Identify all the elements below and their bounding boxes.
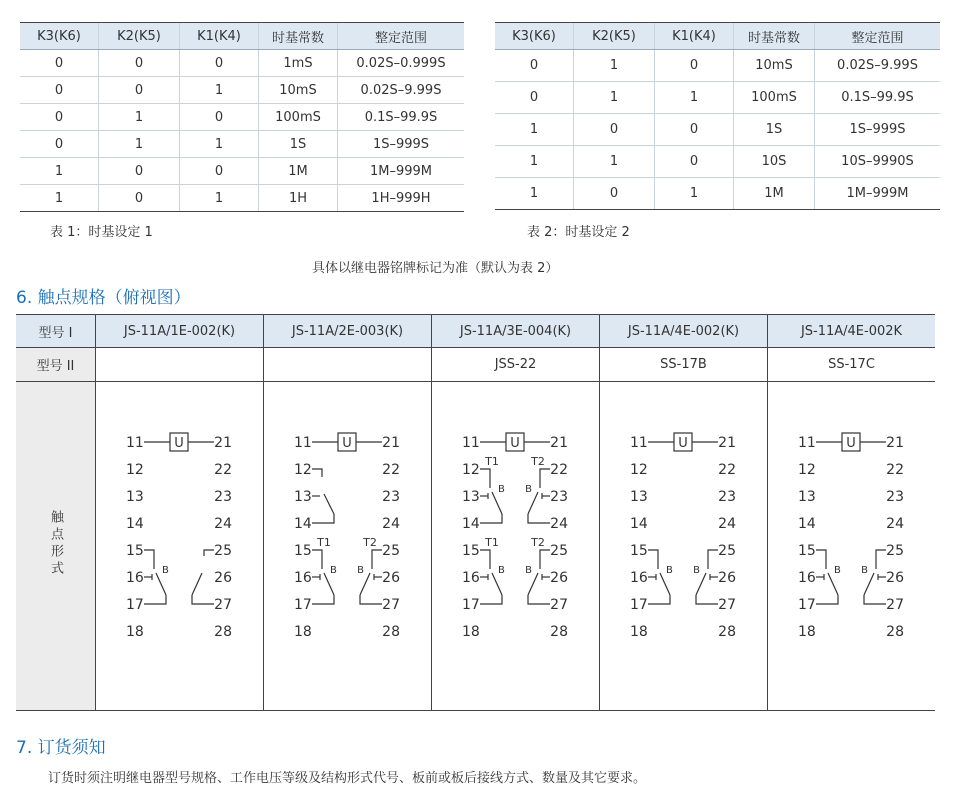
model-2-col-5: SS-17C bbox=[768, 348, 936, 382]
contact-form-row bbox=[16, 382, 935, 711]
pin-label: 15 bbox=[294, 543, 312, 559]
pin-label: 14 bbox=[462, 516, 480, 532]
pin-label: 23 bbox=[214, 489, 232, 505]
table-cell: 1 bbox=[574, 146, 655, 178]
wire bbox=[492, 573, 502, 595]
table-cell: 0.1S–99.9S bbox=[338, 104, 465, 131]
col-k2: K2(K5) bbox=[574, 23, 655, 50]
table-header-row bbox=[495, 23, 940, 50]
pin-label: 28 bbox=[550, 624, 568, 640]
pin-label: 15 bbox=[798, 543, 816, 559]
table-cell: 1 bbox=[574, 82, 655, 114]
pin-label: 12 bbox=[294, 462, 312, 478]
wire bbox=[864, 595, 886, 604]
pin-label: 14 bbox=[294, 516, 312, 532]
table-cell: 1S–999S bbox=[815, 114, 941, 146]
pin-label: 11 bbox=[126, 435, 144, 451]
pin-label: 16 bbox=[126, 570, 144, 586]
table-cell: 1M bbox=[259, 158, 338, 185]
row-label-model-2: 型号 II bbox=[16, 348, 96, 382]
table-cell: 1S bbox=[734, 114, 815, 146]
pin-label: 27 bbox=[886, 597, 904, 613]
pin-label: 27 bbox=[550, 597, 568, 613]
pin-label: 25 bbox=[550, 543, 568, 559]
pin-label: 17 bbox=[126, 597, 144, 613]
table-cell: 0 bbox=[180, 158, 259, 185]
table-1-caption: 表 1：时基设定 1 bbox=[50, 225, 153, 240]
table-cell: 0 bbox=[20, 50, 99, 77]
wire bbox=[360, 595, 382, 604]
pin-label: 12 bbox=[798, 462, 816, 478]
model-2-col-4: SS-17B bbox=[600, 348, 768, 382]
table-cell: 0.1S–99.9S bbox=[815, 82, 941, 114]
pin-label: 16 bbox=[798, 570, 816, 586]
t2-label: T2 bbox=[531, 536, 545, 549]
wire bbox=[540, 550, 550, 569]
pin-label: 22 bbox=[718, 462, 736, 478]
pin-label: 12 bbox=[630, 462, 648, 478]
table-cell: 1mS bbox=[259, 50, 338, 77]
pin-label: 22 bbox=[382, 462, 400, 478]
wire bbox=[696, 573, 706, 595]
table-cell: 0.02S–9.99S bbox=[815, 50, 941, 82]
table-row bbox=[20, 77, 464, 104]
pin-label: 27 bbox=[382, 597, 400, 613]
pin-label: 24 bbox=[718, 516, 736, 532]
pin-label: 13 bbox=[462, 489, 480, 505]
section-7-title: 7. 订货须知 bbox=[16, 738, 106, 758]
pin-label: 25 bbox=[718, 543, 736, 559]
pin-label: 21 bbox=[886, 435, 904, 451]
table-cell: 1 bbox=[20, 185, 99, 212]
table-row bbox=[495, 146, 940, 178]
diagram-cell-2 bbox=[264, 382, 432, 711]
pin-label: 15 bbox=[126, 543, 144, 559]
t2-label: T2 bbox=[531, 455, 545, 468]
table-cell: 1H bbox=[259, 185, 338, 212]
b-label: B bbox=[162, 565, 169, 576]
pin-label: 22 bbox=[550, 462, 568, 478]
pin-label: 18 bbox=[630, 624, 648, 640]
table-cell: 1M–999M bbox=[815, 178, 941, 210]
pin-label: 27 bbox=[214, 597, 232, 613]
table-cell: 1S–999S bbox=[338, 131, 465, 158]
contact-diagram-5 bbox=[768, 382, 935, 706]
table-cell: 1H–999H bbox=[338, 185, 465, 212]
b-label: B bbox=[693, 565, 700, 576]
table-cell: 10mS bbox=[734, 50, 815, 82]
b-label: B bbox=[525, 565, 532, 576]
model-1-row bbox=[16, 315, 935, 348]
diagram-cell-1 bbox=[96, 382, 264, 711]
pin-label: 18 bbox=[462, 624, 480, 640]
coil-label: U bbox=[846, 436, 856, 451]
table-cell: 1S bbox=[259, 131, 338, 158]
wire bbox=[528, 573, 538, 595]
ordering-notes: 订货时须注明继电器型号规格、工作电压等级及结构形式代号、板前或板后接线方式、数量及其它要求。 bbox=[48, 771, 647, 786]
model-2-row bbox=[16, 348, 935, 382]
wire bbox=[528, 514, 550, 523]
section-6-title: 6. 触点规格（俯视图） bbox=[16, 288, 191, 308]
b-label: B bbox=[834, 565, 841, 576]
b-label: B bbox=[666, 565, 673, 576]
wire bbox=[480, 469, 490, 488]
table-cell: 0 bbox=[574, 114, 655, 146]
pin-label: 15 bbox=[462, 543, 480, 559]
table-row bbox=[20, 158, 464, 185]
pin-label: 16 bbox=[462, 570, 480, 586]
table-cell: 10S bbox=[734, 146, 815, 178]
model-1-col-1: JS-11A/1E-002(K) bbox=[96, 315, 264, 348]
table-cell: 1 bbox=[180, 185, 259, 212]
contact-diagram-2 bbox=[264, 382, 431, 706]
model-2-col-1 bbox=[96, 348, 264, 382]
diagram-cell-3 bbox=[432, 382, 600, 711]
table-cell: 1M bbox=[734, 178, 815, 210]
table-cell: 1 bbox=[655, 82, 734, 114]
wire bbox=[204, 550, 214, 556]
wire bbox=[324, 494, 334, 514]
table-cell: 0 bbox=[655, 114, 734, 146]
pin-label: 16 bbox=[294, 570, 312, 586]
wire bbox=[324, 573, 334, 595]
wire bbox=[876, 550, 886, 569]
contact-diagram-4 bbox=[600, 382, 767, 706]
wire bbox=[816, 595, 838, 604]
model-2-col-3: JSS-22 bbox=[432, 348, 600, 382]
note-text: 具体以继电器铭牌标记为准（默认为表 2） bbox=[312, 261, 559, 276]
wire bbox=[312, 595, 334, 604]
pin-label: 28 bbox=[214, 624, 232, 640]
table-row bbox=[20, 50, 464, 77]
pin-label: 12 bbox=[126, 462, 144, 478]
wire bbox=[360, 573, 370, 595]
col-range: 整定范围 bbox=[338, 23, 465, 50]
model-1-col-3: JS-11A/3E-004(K) bbox=[432, 315, 600, 348]
wire bbox=[192, 573, 202, 595]
pin-label: 17 bbox=[462, 597, 480, 613]
table-cell: 0 bbox=[655, 146, 734, 178]
pin-label: 21 bbox=[550, 435, 568, 451]
wire bbox=[828, 573, 838, 595]
pin-label: 24 bbox=[214, 516, 232, 532]
model-1-col-2: JS-11A/2E-003(K) bbox=[264, 315, 432, 348]
table-cell: 0 bbox=[574, 178, 655, 210]
pin-label: 13 bbox=[630, 489, 648, 505]
table-cell: 1 bbox=[495, 114, 574, 146]
table-row bbox=[495, 50, 940, 82]
t1-label: T1 bbox=[485, 536, 499, 549]
b-label: B bbox=[357, 565, 364, 576]
pin-label: 25 bbox=[214, 543, 232, 559]
contact-form-label: 触点形式 bbox=[48, 510, 63, 578]
wire bbox=[372, 550, 382, 569]
wire bbox=[144, 550, 154, 569]
pin-label: 26 bbox=[382, 570, 400, 586]
table-cell: 100mS bbox=[259, 104, 338, 131]
pin-label: 15 bbox=[630, 543, 648, 559]
pin-label: 16 bbox=[630, 570, 648, 586]
pin-label: 18 bbox=[798, 624, 816, 640]
wire bbox=[156, 573, 166, 595]
pin-label: 11 bbox=[462, 435, 480, 451]
pin-label: 12 bbox=[462, 462, 480, 478]
pin-label: 25 bbox=[886, 543, 904, 559]
pin-label: 23 bbox=[382, 489, 400, 505]
diagram-cell-5 bbox=[768, 382, 936, 711]
wire bbox=[864, 573, 874, 595]
table-2-caption: 表 2：时基设定 2 bbox=[527, 225, 630, 240]
wire bbox=[528, 595, 550, 604]
pin-label: 28 bbox=[886, 624, 904, 640]
table-cell: 0 bbox=[20, 131, 99, 158]
pin-label: 14 bbox=[126, 516, 144, 532]
coil-label: U bbox=[342, 436, 352, 451]
table-cell: 0 bbox=[495, 82, 574, 114]
b-label: B bbox=[861, 565, 868, 576]
pin-label: 24 bbox=[382, 516, 400, 532]
b-label: B bbox=[498, 484, 505, 495]
pin-label: 18 bbox=[294, 624, 312, 640]
pin-label: 27 bbox=[718, 597, 736, 613]
table-cell: 0 bbox=[99, 50, 180, 77]
col-k2: K2(K5) bbox=[99, 23, 180, 50]
t1-label: T1 bbox=[485, 455, 499, 468]
coil-label: U bbox=[174, 436, 184, 451]
wire bbox=[480, 550, 490, 569]
contact-spec-table bbox=[16, 314, 935, 711]
table-cell: 0 bbox=[180, 50, 259, 77]
pin-label: 28 bbox=[718, 624, 736, 640]
pin-label: 14 bbox=[798, 516, 816, 532]
wire bbox=[312, 550, 322, 569]
table-cell: 0 bbox=[495, 50, 574, 82]
table-cell: 0 bbox=[20, 104, 99, 131]
pin-label: 22 bbox=[886, 462, 904, 478]
wire bbox=[540, 469, 550, 488]
table-cell: 0 bbox=[99, 185, 180, 212]
wire bbox=[192, 595, 214, 604]
wire bbox=[480, 595, 502, 604]
pin-label: 21 bbox=[382, 435, 400, 451]
pin-label: 11 bbox=[798, 435, 816, 451]
wire bbox=[816, 550, 826, 569]
table-row bbox=[495, 114, 940, 146]
diagram-cell-4 bbox=[600, 382, 768, 711]
pin-label: 11 bbox=[630, 435, 648, 451]
table-row bbox=[20, 104, 464, 131]
table-cell: 0 bbox=[655, 50, 734, 82]
table-cell: 0.02S–0.999S bbox=[338, 50, 465, 77]
wire bbox=[528, 492, 538, 514]
table-cell: 1 bbox=[495, 178, 574, 210]
b-label: B bbox=[498, 565, 505, 576]
wire bbox=[144, 595, 166, 604]
table-row bbox=[20, 131, 464, 158]
pin-label: 13 bbox=[126, 489, 144, 505]
col-k1: K1(K4) bbox=[180, 23, 259, 50]
contact-diagram-3 bbox=[432, 382, 599, 706]
model-2-col-2 bbox=[264, 348, 432, 382]
b-label: B bbox=[525, 484, 532, 495]
table-cell: 1 bbox=[655, 178, 734, 210]
wire bbox=[648, 550, 658, 569]
t1-label: T1 bbox=[317, 536, 331, 549]
pin-label: 23 bbox=[550, 489, 568, 505]
pin-label: 23 bbox=[718, 489, 736, 505]
col-range: 整定范围 bbox=[815, 23, 941, 50]
pin-label: 26 bbox=[886, 570, 904, 586]
row-label-model-1: 型号 I bbox=[16, 315, 96, 348]
time-base-table-1 bbox=[20, 22, 464, 212]
table-cell: 1 bbox=[180, 131, 259, 158]
pin-label: 21 bbox=[214, 435, 232, 451]
pin-label: 26 bbox=[718, 570, 736, 586]
wire bbox=[312, 469, 322, 477]
pin-label: 24 bbox=[550, 516, 568, 532]
col-time-constant: 时基常数 bbox=[734, 23, 815, 50]
pin-label: 13 bbox=[294, 489, 312, 505]
t2-label: T2 bbox=[363, 536, 377, 549]
b-label: B bbox=[330, 565, 337, 576]
col-k3: K3(K6) bbox=[20, 23, 99, 50]
coil-label: U bbox=[678, 436, 688, 451]
table-cell: 1 bbox=[99, 131, 180, 158]
table-cell: 1 bbox=[99, 104, 180, 131]
table-cell: 1M–999M bbox=[338, 158, 465, 185]
row-label-contact-form bbox=[16, 382, 96, 711]
pin-label: 17 bbox=[630, 597, 648, 613]
wire bbox=[708, 550, 718, 569]
col-time-constant: 时基常数 bbox=[259, 23, 338, 50]
time-base-table-2 bbox=[495, 22, 940, 210]
pin-label: 18 bbox=[126, 624, 144, 640]
model-1-col-5: JS-11A/4E-002K bbox=[768, 315, 936, 348]
pin-label: 11 bbox=[294, 435, 312, 451]
table-row bbox=[495, 82, 940, 114]
table-cell: 0 bbox=[99, 158, 180, 185]
pin-label: 17 bbox=[798, 597, 816, 613]
table-cell: 10S–9990S bbox=[815, 146, 941, 178]
pin-label: 21 bbox=[718, 435, 736, 451]
table-cell: 10mS bbox=[259, 77, 338, 104]
pin-label: 25 bbox=[382, 543, 400, 559]
wire bbox=[312, 514, 334, 523]
pin-label: 26 bbox=[214, 570, 232, 586]
pin-label: 22 bbox=[214, 462, 232, 478]
table-cell: 1 bbox=[20, 158, 99, 185]
wire bbox=[660, 573, 670, 595]
pin-label: 23 bbox=[886, 489, 904, 505]
table-cell: 0 bbox=[99, 77, 180, 104]
wire bbox=[696, 595, 718, 604]
table-cell: 100mS bbox=[734, 82, 815, 114]
table-cell: 1 bbox=[495, 146, 574, 178]
table-cell: 0 bbox=[20, 77, 99, 104]
pin-label: 24 bbox=[886, 516, 904, 532]
pin-label: 14 bbox=[630, 516, 648, 532]
pin-label: 17 bbox=[294, 597, 312, 613]
table-cell: 0.02S–9.99S bbox=[338, 77, 465, 104]
table-cell: 1 bbox=[180, 77, 259, 104]
table-header-row bbox=[20, 23, 464, 50]
coil-label: U bbox=[510, 436, 520, 451]
table-cell: 1 bbox=[574, 50, 655, 82]
pin-label: 26 bbox=[550, 570, 568, 586]
table-row bbox=[495, 178, 940, 210]
model-1-col-4: JS-11A/4E-002(K) bbox=[600, 315, 768, 348]
table-cell: 0 bbox=[180, 104, 259, 131]
wire bbox=[648, 595, 670, 604]
col-k3: K3(K6) bbox=[495, 23, 574, 50]
wire bbox=[492, 492, 502, 514]
wire bbox=[480, 514, 502, 523]
table-row bbox=[20, 185, 464, 212]
col-k1: K1(K4) bbox=[655, 23, 734, 50]
pin-label: 28 bbox=[382, 624, 400, 640]
pin-label: 13 bbox=[798, 489, 816, 505]
contact-diagram-1 bbox=[96, 382, 263, 706]
